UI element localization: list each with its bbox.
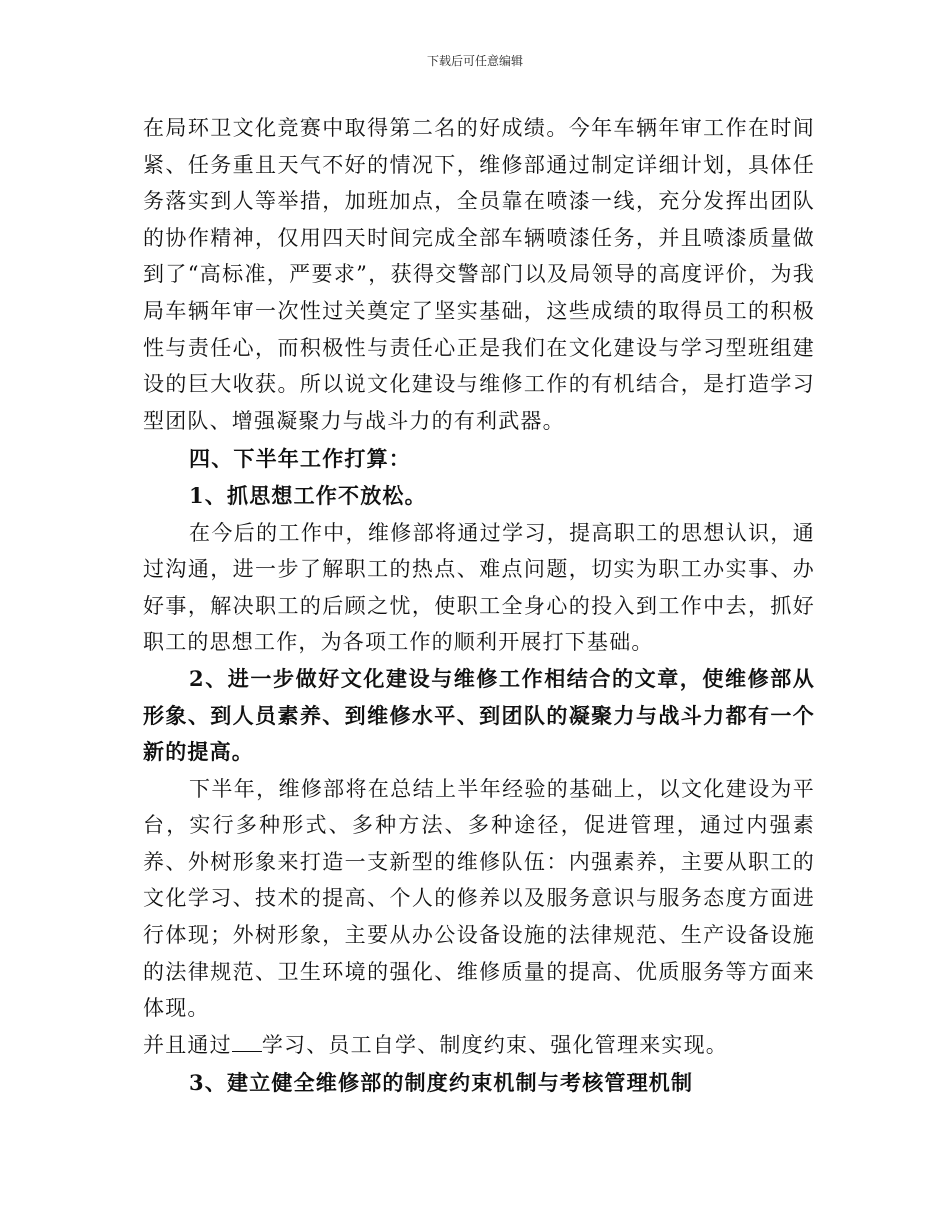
section-heading-second-half-plan: 四、下半年工作打算：: [189, 446, 411, 472]
paragraph-second-half-plan: 下半年，维修部将在总结上半年经验的基础上，以文化建设为平台，实行多种形式、多种方法、多种途径，促进管理，通过内强素养、外树形象来打造一支新型的维修队伍：内强素养，主要从职工的文化学习、技术的提高、个人的修养以及服务意识与服务态度方面进行体现；外树形象，主要从办公设备设施的法律规范、生产设备设施的法律规范、卫生环境的强化、维修质量的提高、优质服务等方面来体现。: [143, 776, 815, 1021]
subheading-system-mechanism: 3、建立健全维修部的制度约束机制与考核管理机制: [189, 1070, 694, 1096]
blank-underline: [232, 1033, 262, 1052]
paragraph-achievements: 在局环卫文化竞赛中取得第二名的好成绩。今年车辆年审工作在时间紧、任务重且天气不好的情况下，维修部通过制定详细计划，具体任务落实到人等举措，加班加点，全员靠在喷漆一线，充分发挥出团队的协作精神，仅用四天时间完成全部车辆喷漆任务，并且喷漆质量做到了“高标准，严要求”，获得交警部门以及局领导的高度评价，为我局车辆年审一次性过关奠定了坚实基础，这些成绩的取得员工的积极性与责任心，而积极性与责任心正是我们在文化建设与学习型班组建设的巨大收获。所以说文化建设与维修工作的有机结合，是打造学习型团队、增强凝聚力与战斗力的有利武器。: [143, 116, 815, 433]
header-text: 下载后可任意编辑: [426, 54, 523, 68]
document-body: [143, 110, 815, 1102]
subheading-culture-and-maintenance: 2、进一步做好文化建设与维修工作相结合的文章，使维修部从形象、到人员素养、到维修水平、到团队的凝聚力与战斗力都有一个新的提高。: [143, 665, 815, 765]
page-header: [0, 53, 950, 69]
paragraph-ideological-work: 在今后的工作中，维修部将通过学习，提高职工的思想认识，通过沟通，进一步了解职工的热点、难点问题，切实为职工办实事、办好事，解决职工的后顾之忧，使职工全身心的投入到工作中去，抓好职工的思想工作，为各项工作的顺利开展打下基础。: [143, 520, 815, 655]
implementation-text-after: 学习、员工自学、制度约束、强化管理来实现。: [261, 1032, 729, 1057]
implementation-text-before: 并且通过: [143, 1032, 232, 1057]
subheading-ideological-work: 1、抓思想工作不放松。: [189, 482, 427, 508]
paragraph-implementation: [143, 1027, 815, 1064]
